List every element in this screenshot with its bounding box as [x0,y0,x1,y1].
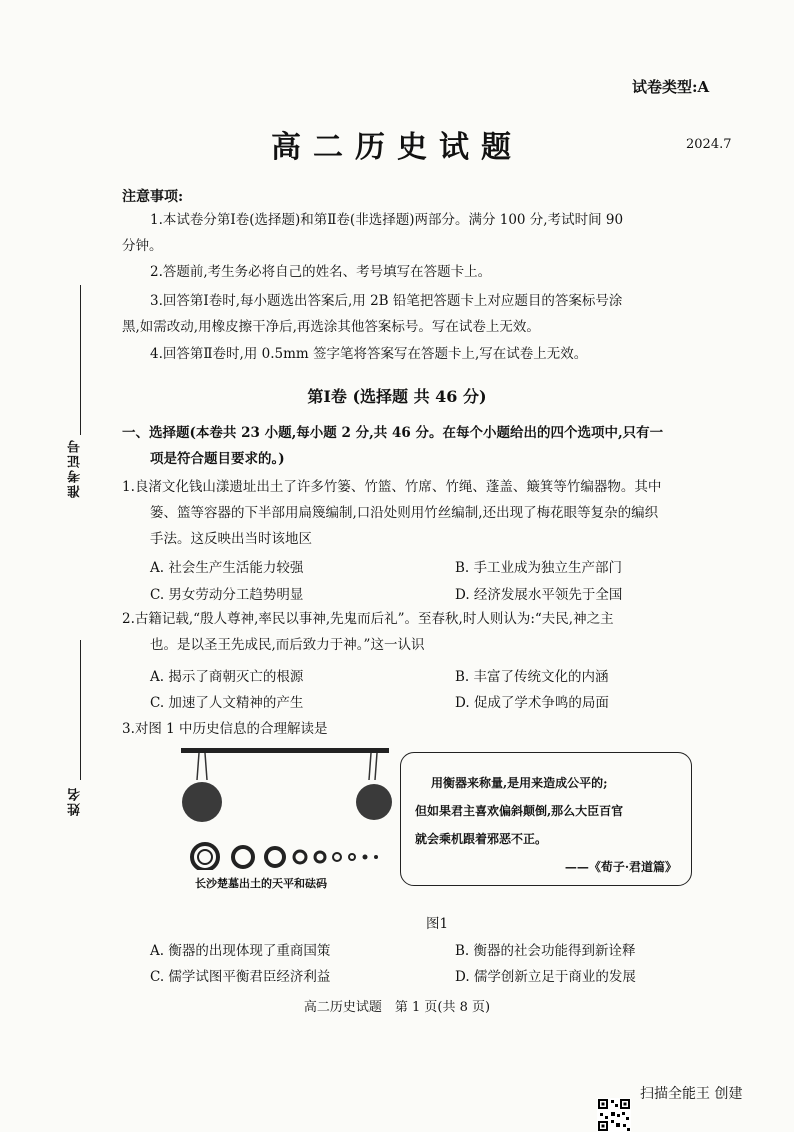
quote-line-2: 但如果君主喜欢偏斜颠倒,那么大臣百官 [415,804,624,818]
question-3-stem: 3.对图 1 中历史信息的合理解读是 [122,721,328,737]
question-1-option-d[interactable]: D. 经济发展水平领先于全国 [455,587,623,603]
page-title: 高二历史试题 [271,130,523,165]
question-1-stem-line-2: 篓、篮等容器的下半部用扁篾编制,口沿处则用竹丝编制,还出现了梅花眼等复杂的编织 [150,505,659,521]
exam-date: 2024.7 [686,137,732,152]
question-1-stem-line-1: 1.良渚文化钱山漾遗址出土了许多竹篓、竹篮、竹席、竹绳、蓬盖、簸箕等竹编器物。其中 [122,479,662,495]
name-label: 姓名 [68,786,83,816]
notice-item-3-line-2: 黑,如需改动,用橡皮擦干净后,再选涂其他答案标号。写在试卷上无效。 [122,319,540,335]
quote-source: ——《荀子·君道篇》 [564,860,677,874]
name-underline [80,640,81,780]
section-instruction-line-1: 一、选择题(本卷共 23 小题,每小题 2 分,共 46 分。在每个小题给出的四个选项中,只有一 [122,425,664,441]
section-instruction-line-2: 项是符合题目要求的。) [150,451,285,467]
notice-heading: 注意事项: [122,189,184,205]
question-1-option-b[interactable]: B. 手工业成为独立生产部门 [455,560,623,576]
notice-item-1-line-2: 分钟。 [122,238,163,254]
quote-line-3: 就会乘机跟着邪恶不正。 [415,832,548,846]
exam-id-label: 准考证号 [68,438,83,498]
qr-code-icon [597,1098,631,1132]
paper-type-label: 试卷类型:A [632,78,710,96]
notice-item-2: 2.答题前,考生务必将自己的姓名、考号填写在答题卡上。 [150,264,492,280]
exam-id-underline [80,285,81,435]
notice-item-1-line-1: 1.本试卷分第Ⅰ卷(选择题)和第Ⅱ卷(非选择题)两部分。满分 100 分,考试时间 90 [150,212,624,228]
scanner-watermark: 扫描全能王 创建 [640,1086,743,1102]
question-3-option-c[interactable]: C. 儒学试图平衡君臣经济利益 [150,969,331,985]
figure-caption: 长沙楚墓出土的天平和砝码 [195,877,327,890]
section-title: 第Ⅰ卷 (选择题 共 46 分) [307,387,487,406]
quote-box [400,752,692,886]
question-2-stem-line-1: 2.古籍记载,“殷人尊神,率民以事神,先鬼而后礼”。至春秋,时人则认为:“夫民,神之主 [122,611,614,627]
question-3-option-a[interactable]: A. 衡器的出现体现了重商国策 [150,943,331,959]
question-2-stem-line-2: 也。是以圣王先成民,而后致力于神。”这一认识 [150,637,425,653]
question-1-option-c[interactable]: C. 男女劳动分工趋势明显 [150,587,304,603]
notice-item-3-line-1: 3.回答第Ⅰ卷时,每小题选出答案后,用 2B 铅笔把答题卡上对应题目的答案标号涂 [150,293,623,309]
notice-item-4: 4.回答第Ⅱ卷时,用 0.5mm 签字笔将答案写在答题卡上,写在试卷上无效。 [150,346,588,362]
question-3-option-b[interactable]: B. 衡器的社会功能得到新诠释 [455,943,636,959]
quote-line-1: 用衡器来称量,是用来造成公平的; [431,776,608,790]
question-1-option-a[interactable]: A. 社会生产生活能力较强 [150,560,304,576]
question-2-option-c[interactable]: C. 加速了人文精神的产生 [150,695,304,711]
question-2-option-b[interactable]: B. 丰富了传统文化的内涵 [455,669,609,685]
page-footer: 高二历史试题 第 1 页(共 8 页) [303,1000,491,1015]
question-1-stem-line-3: 手法。这反映出当时该地区 [150,531,312,547]
balance-scale-illustration [175,742,395,870]
figure-label: 图1 [426,916,449,932]
question-3-option-d[interactable]: D. 儒学创新立足于商业的发展 [455,969,636,985]
question-2-option-d[interactable]: D. 促成了学术争鸣的局面 [455,695,609,711]
question-2-option-a[interactable]: A. 揭示了商朝灭亡的根源 [150,669,304,685]
